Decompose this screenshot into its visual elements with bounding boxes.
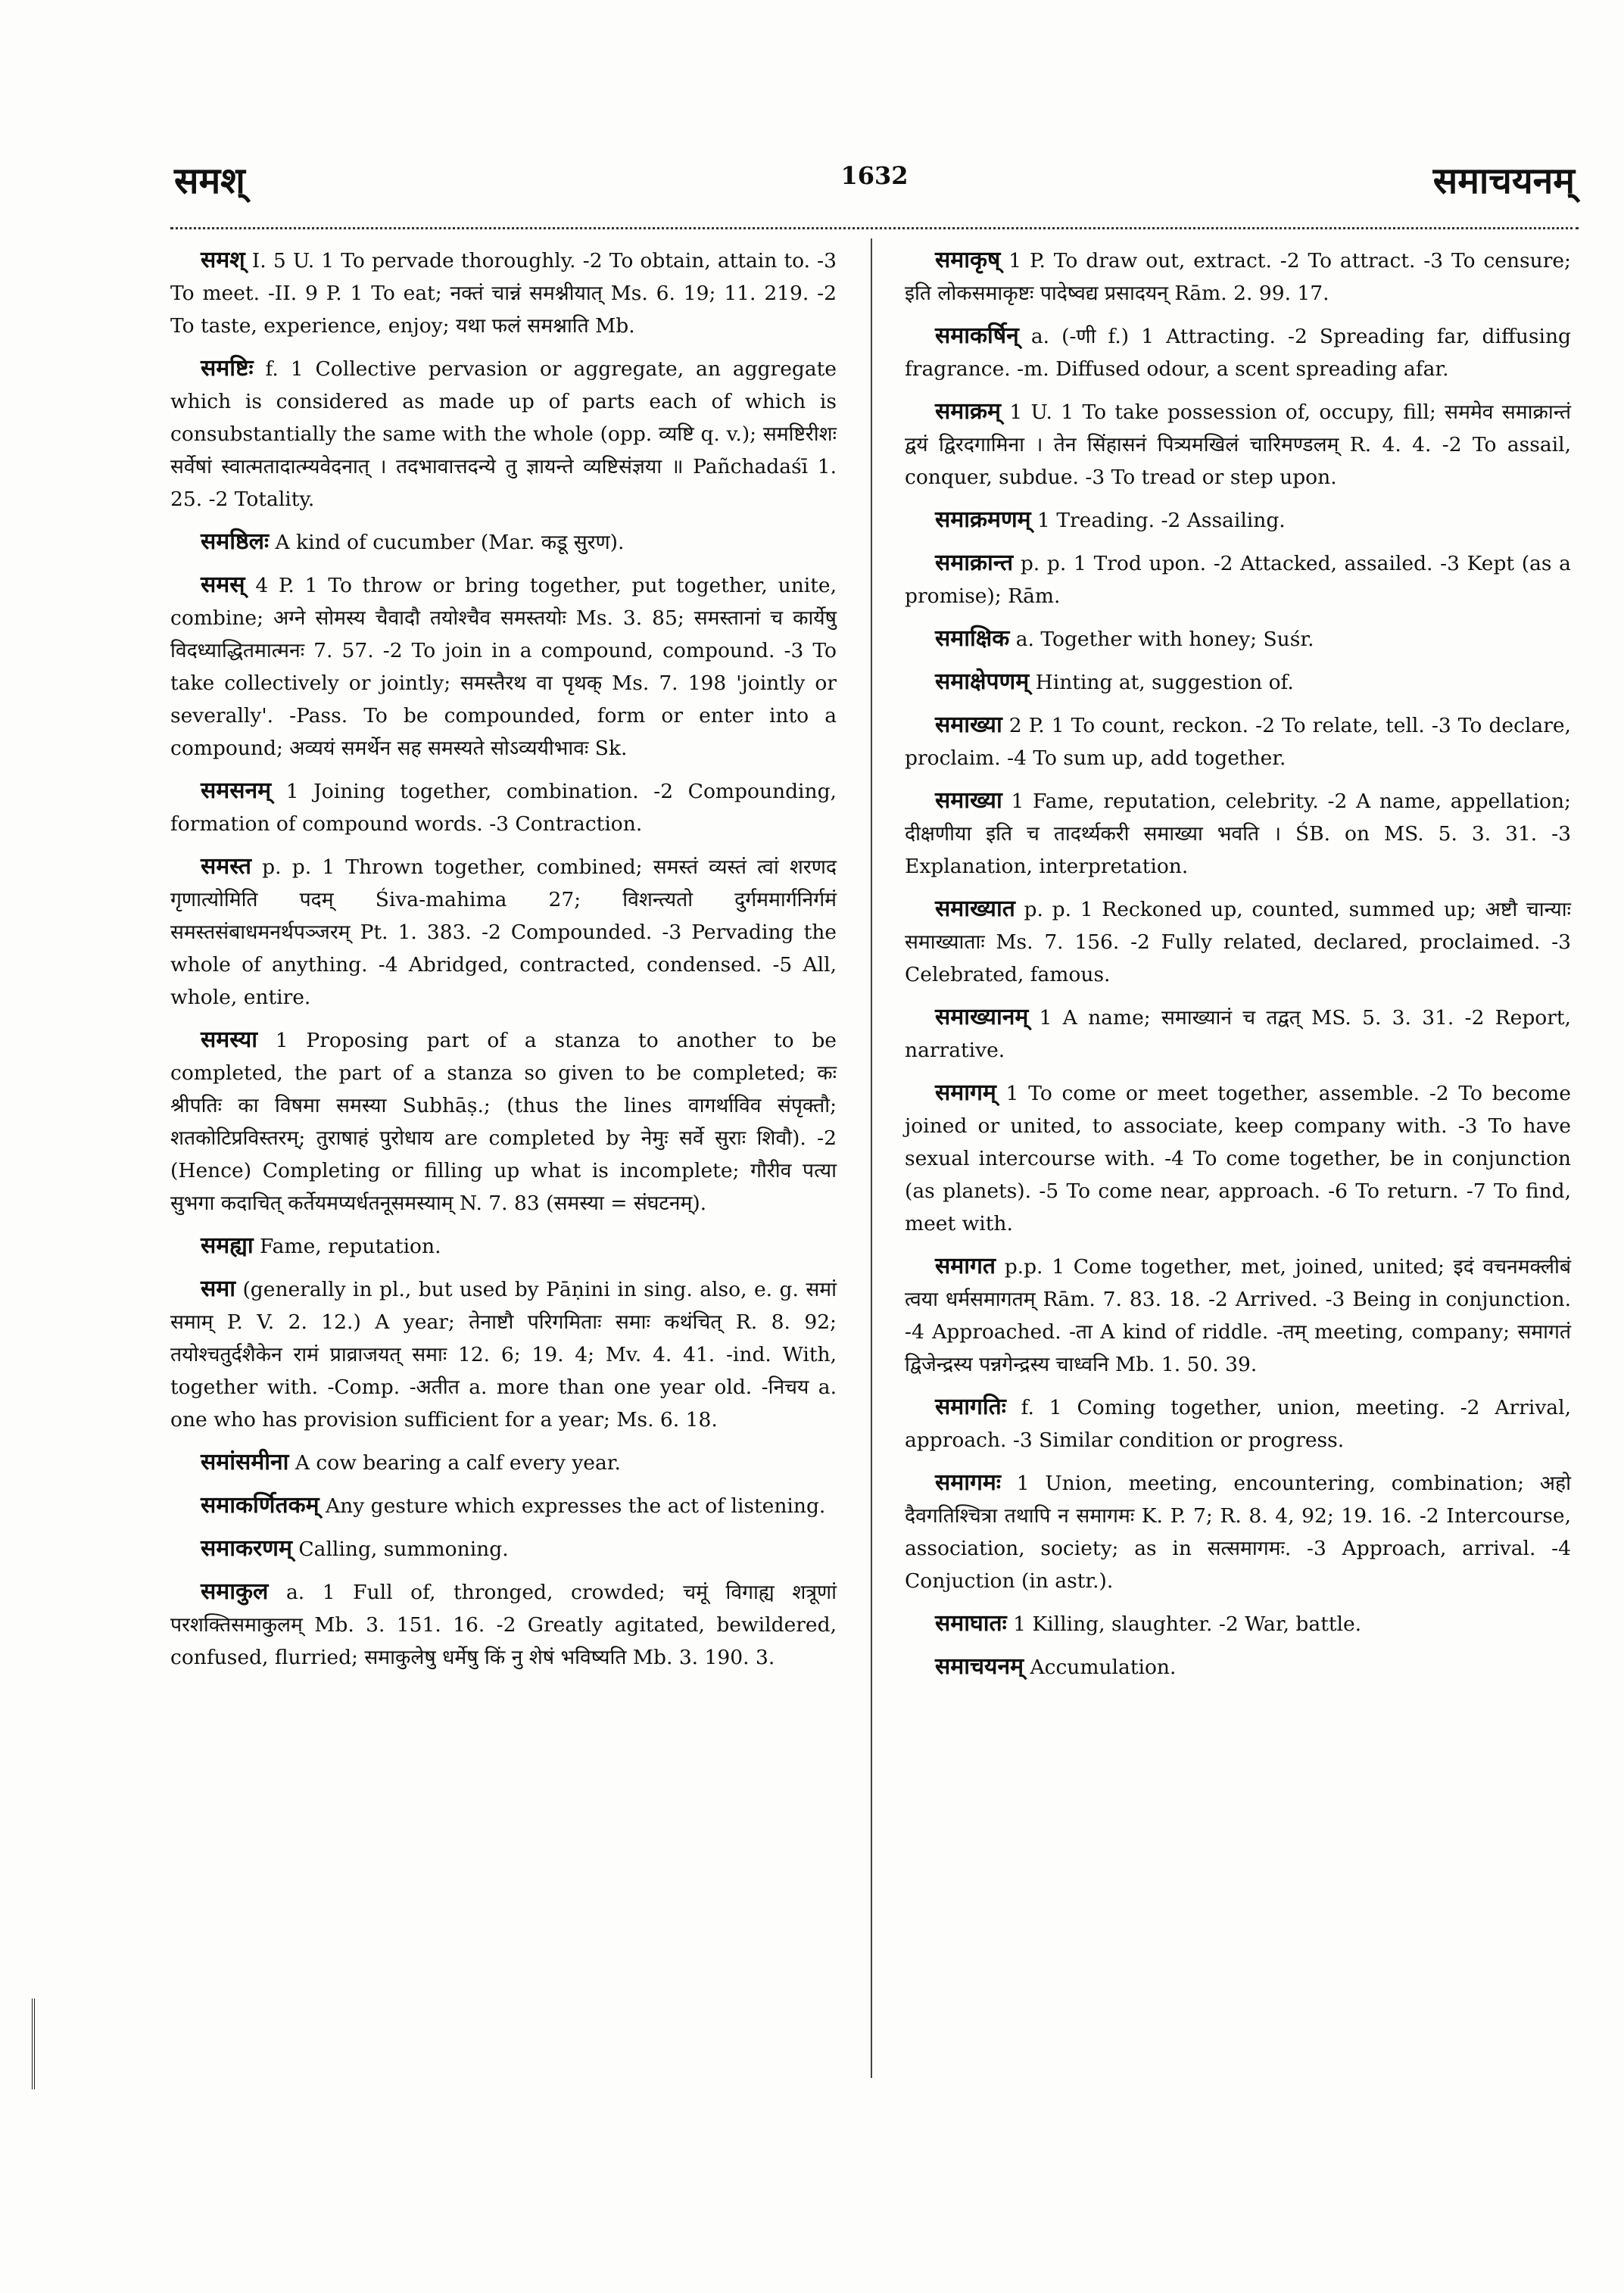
- entry-body: 1 Fame, reputation, celebrity. -2 A name, appellation; दीक्षणीया इति च तादर्थ्यकरी समाख्या भवति । ŚB. on MS. 5. 3. 31. -3 Explanation, interpretation.: [905, 790, 1571, 878]
- entry-headword: समाकर्षिन्: [935, 322, 1019, 349]
- entry-headword: समाक्रान्त: [935, 550, 1014, 576]
- left-running-headword: समश्: [174, 160, 245, 202]
- entry-headword: समांसमीना: [201, 1449, 289, 1475]
- entry-body: 1 A name; समाख्यानं च तद्वत् MS. 5. 3. 31. -2 Report, narrative.: [905, 1006, 1571, 1062]
- dictionary-entry: [170, 1532, 837, 1566]
- page-number: 1632: [840, 161, 909, 190]
- dictionary-entry: [170, 1023, 837, 1220]
- entry-body: Calling, summoning.: [298, 1537, 509, 1561]
- entry-headword: समाख्या: [935, 787, 1002, 814]
- entry-body: Hinting at, suggestion of.: [1035, 671, 1294, 694]
- entry-body: I. 5 U. 1 To pervade thoroughly. -2 To obtain, attain to. -3 To meet. -II. 9 P. 1 To eat; नक्तं चान्नं समश्नीयात् Ms. 6. 19; 11. 219. -2 To taste, experience, enjoy; यथा फलं समश्नाति Mb.: [170, 249, 837, 338]
- right-running-headword: समाचयनम्: [1432, 160, 1575, 202]
- entry-headword: समाक्षेपणम्: [935, 668, 1030, 695]
- entry-body: p. p. 1 Thrown together, combined; समस्तं व्यस्तं त्वां शरणद गृणात्योमिति पदम् Śiva-mahima 27; विशन्त्यतो दुर्गममार्गनिर्गमं समस्तसंबाधमनर्थपञ्जरम् Pt. 1. 383. -2 Compounded. -3 Pervading the whole of anything. -4 Abridged, contracted, condensed. -5 All, whole, entire.: [170, 855, 837, 1009]
- dictionary-entry: [170, 525, 837, 559]
- dictionary-entry: [905, 784, 1571, 883]
- dictionary-entry: [170, 850, 837, 1014]
- column-divider: [871, 238, 872, 2078]
- entry-body: f. 1 Coming together, union, meeting. -2 Arrival, approach. -3 Similar condition or progress.: [905, 1396, 1571, 1452]
- dictionary-entry: [905, 1391, 1571, 1456]
- dictionary-entry: [905, 622, 1571, 656]
- entry-headword: समाख्या: [935, 712, 1002, 738]
- entry-body: a. 1 Full of, thronged, crowded; चमूं विगाह्य शत्रूणां परशक्तिसमाकुलम् Mb. 3. 151. 16. -2 Greatly agitated, bewildered, confused, flurried; समाकुलेषु धर्मेषु किं नु शेषं भविष्यति Mb. 3. 190. 3.: [170, 1581, 837, 1669]
- entry-headword: समस्या: [201, 1027, 258, 1053]
- entry-body: Accumulation.: [1030, 1656, 1177, 1679]
- dictionary-entry: [905, 319, 1571, 385]
- dictionary-entry: [170, 1446, 837, 1479]
- entry-body: (generally in pl., but used by Pāṇini in sing. also, e. g. समां समाम् P. V. 2. 12.) A year; तेनाष्टौ परिगमिताः समाः कथंचित् R. 8. 92; तयोश्चतुर्दशैकेन रामं प्राव्राजयत् समाः 12. 6; 19. 4; Mv. 4. 41. -ind. With, together with. -Comp. -अतीत a. more than one year old. -निचय a. one who has provision sufficient for a year; Ms. 6. 18.: [170, 1278, 837, 1432]
- entry-headword: समाकुल: [201, 1578, 269, 1605]
- entry-headword: समस्: [201, 572, 245, 598]
- dictionary-entry: [905, 1466, 1571, 1597]
- dictionary-entry: [170, 774, 837, 840]
- dictionary-entry: [170, 1273, 837, 1436]
- dictionary-entry: [170, 569, 837, 765]
- entry-body: 1 Joining together, combination. -2 Compounding, formation of compound words. -3 Contraction.: [170, 780, 837, 836]
- entry-body: 1 Killing, slaughter. -2 War, battle.: [1013, 1612, 1362, 1636]
- entry-headword: समह्या: [201, 1232, 254, 1259]
- entry-body: a. Together with honey; Suśr.: [1015, 628, 1314, 651]
- entry-headword: समाघातः: [935, 1610, 1007, 1637]
- entry-body: 1 To come or meet together, assemble. -2 To become joined or united, to associate, keep company with. -3 To have sexual intercourse with. -4 To come together, be in conjunction (as planets). -5 To come near, approach. -6 To return. -7 To find, meet with.: [905, 1082, 1571, 1235]
- entry-body: 1 U. 1 To take possession of, occupy, fill; सममेव समाक्रान्तं द्वयं द्विरदगामिना । तेन सिंहासनं पित्र्यमखिलं चारिमण्डलम् R. 4. 4. -2 To assail, conquer, subdue. -3 To tread or step upon.: [905, 400, 1571, 489]
- entry-headword: समाकरणम्: [201, 1535, 292, 1562]
- thumb-index-mark: [32, 1999, 56, 2089]
- dictionary-entry: [905, 1250, 1571, 1381]
- dictionary-entry: [170, 1489, 837, 1522]
- entry-headword: समागत: [935, 1253, 996, 1279]
- dictionary-entry: [905, 1650, 1571, 1684]
- dictionary-entry: [905, 893, 1571, 991]
- dictionary-entry: [170, 352, 837, 516]
- entry-body: 4 P. 1 To throw or bring together, put together, unite, combine; अग्ने सोमस्य चैवादौ तयोश्चैव समस्तयोः Ms. 3. 85; समस्तानां च कार्येषु विदध्याद्धितमात्मनः 7. 57. -2 To join in a compound, compound. -3 To take collectively or jointly; समस्तैरथ वा पृथक् Ms. 7. 198 'jointly or severally'. -Pass. To be compounded, form or enter into a compound; अव्ययं समर्थेन सह समस्यते सोऽव्ययीभावः Sk.: [170, 574, 837, 760]
- entry-body: p.p. 1 Come together, met, joined, united; इदं वचनमक्लीबं त्वया धर्मसमागतम् Rām. 7. 83. 18. -2 Arrived. -3 Being in conjunction. -4 Approached. -ता A kind of riddle. -तम् meeting, company; समागतं द्विजेन्द्रस्य पन्नगेन्द्रस्य चाध्वनि Mb. 1. 50. 39.: [905, 1255, 1571, 1376]
- dictionary-entry: [905, 709, 1571, 774]
- dictionary-entry: [905, 547, 1571, 612]
- entry-body: A kind of cucumber (Mar. कडू सुरण).: [275, 531, 625, 554]
- entry-body: 1 Proposing part of a stanza to another to be completed, the part of a stanza so given to be completed; कः श्रीपतिः का विषमा समस्या Subhāṣ.; (thus the lines वागर्थाविव संपृक्तौ; शतकोटिप्रविस्तरम्; तुराषाहं पुरोधाय are completed by नेमुः सर्वे सुराः शिवौ). -2 (Hence) Completing or filling up what is incomplete; गौरीव पत्या सुभगा कदाचित् कर्तेयमप्यर्धतनूसमस्याम् N. 7. 83 (समस्या = संघटनम्).: [170, 1029, 837, 1215]
- running-header: [174, 155, 1575, 208]
- entry-body: f. 1 Collective pervasion or aggregate, an aggregate which is considered as made up of parts each of which is consubstantially the same with the whole (opp. व्यष्टि q. v.); समष्टिरीशः सर्वेषां स्वात्मतादात्म्यवेदनात् । तदभावात्तदन्ये तु ज्ञायन्ते व्यष्टिसंज्ञया ॥ Pañchadaśī 1. 25. -2 Totality.: [170, 357, 837, 511]
- dictionary-entry: [905, 395, 1571, 494]
- dictionary-entry: [905, 503, 1571, 537]
- entry-body: A cow bearing a calf every year.: [295, 1451, 621, 1475]
- right-column: [905, 244, 1571, 1693]
- entry-body: Fame, reputation.: [260, 1235, 441, 1258]
- dictionary-entry: [170, 244, 837, 342]
- entry-headword: समश्: [201, 247, 245, 273]
- entry-headword: समाख्यानम्: [935, 1004, 1029, 1030]
- entry-headword: समाक्षिक: [935, 625, 1010, 652]
- entry-headword: समा: [201, 1276, 235, 1302]
- entry-headword: समष्ठिलः: [201, 528, 270, 555]
- entry-body: 1 P. To draw out, extract. -2 To attract. -3 To censure; इति लोकसमाकृष्टः पादेष्वद्य प्रसादयन् Rām. 2. 99. 17.: [905, 249, 1571, 305]
- entry-headword: समाक्रम्: [935, 398, 1001, 425]
- entry-body: 1 Union, meeting, encountering, combination; अहो दैवगतिश्चित्रा तथापि न समागमः K. P. 7; R. 8. 4, 92; 19. 16. -2 Intercourse, association, society; as in सत्समागमः. -3 Approach, arrival. -4 Conjuction (in astr.).: [905, 1472, 1571, 1593]
- entry-headword: समागमः: [935, 1469, 1001, 1496]
- entry-body: p. p. 1 Reckoned up, counted, summed up; अष्टौ चान्याः समाख्याताः Ms. 7. 156. -2 Fully related, declared, proclaimed. -3 Celebrated, famous.: [905, 898, 1571, 986]
- entry-headword: समाकृष्: [935, 247, 1001, 273]
- left-column: [170, 244, 837, 1684]
- entry-body: a. (-णी f.) 1 Attracting. -2 Spreading far, diffusing fragrance. -m. Diffused odour, a scent spreading afar.: [905, 325, 1571, 381]
- entry-headword: समस्त: [201, 853, 251, 880]
- entry-body: 1 Treading. -2 Assailing.: [1037, 509, 1286, 532]
- entry-headword: समाचयनम्: [935, 1653, 1024, 1680]
- entry-headword: समाक्रमणम्: [935, 506, 1031, 533]
- entry-body: 2 P. 1 To count, reckon. -2 To relate, tell. -3 To declare, proclaim. -4 To sum up, add together.: [905, 714, 1571, 770]
- dictionary-entry: [170, 1575, 837, 1674]
- entry-headword: समाकर्णितकम्: [201, 1492, 320, 1519]
- dictionary-entry: [905, 1076, 1571, 1240]
- dictionary-entry: [905, 244, 1571, 310]
- entry-body: p. p. 1 Trod upon. -2 Attacked, assailed. -3 Kept (as a promise); Rām.: [905, 552, 1571, 608]
- dictionary-entry: [170, 1229, 837, 1263]
- entry-headword: समागतिः: [935, 1394, 1006, 1420]
- header-rule: [170, 227, 1579, 229]
- entry-headword: समाख्यात: [935, 896, 1015, 922]
- dictionary-entry: [905, 1607, 1571, 1640]
- dictionary-entry: [905, 665, 1571, 699]
- entry-headword: समागम्: [935, 1080, 996, 1106]
- entry-body: Any gesture which expresses the act of listening.: [326, 1494, 826, 1518]
- entry-headword: समष्टिः: [201, 355, 254, 382]
- dictionary-entry: [905, 1001, 1571, 1067]
- entry-headword: समसनम्: [201, 777, 272, 804]
